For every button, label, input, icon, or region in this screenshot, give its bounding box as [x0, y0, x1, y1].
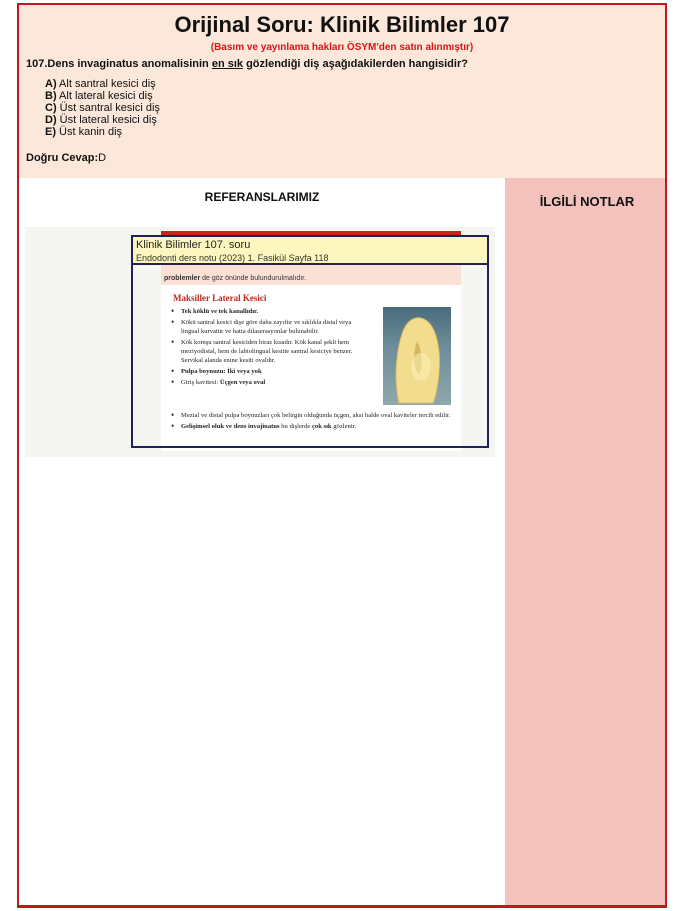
copyright-note: (Basım ve yayınlama hakları ÖSYM'den satın alınmıştır): [210, 42, 474, 53]
question-page: [17, 3, 667, 908]
excerpt-bullet: [169, 378, 369, 387]
excerpt-bullet: [169, 338, 369, 365]
reference-label: [131, 235, 489, 265]
page-title: Orijinal Soru: Klinik Bilimler 107: [174, 12, 510, 37]
option-text: Alt lateral kesici diş: [56, 90, 153, 102]
bullet-bold: Üçgen veya oval: [219, 379, 266, 386]
reference-label-title: Klinik Bilimler 107. soru: [136, 239, 251, 251]
excerpt-bullet: [169, 422, 457, 431]
question-suffix: gözlendiği diş aşağıdakilerden hangisidir?: [243, 58, 468, 70]
question-prefix: 107.Dens invaginatus anomalisinin: [26, 58, 212, 70]
option-d: [45, 114, 160, 126]
excerpt-bullets: [169, 307, 369, 389]
excerpt-bullets-wide: [169, 411, 457, 433]
answer-label: Doğru Cevap:: [26, 152, 99, 164]
excerpt-top-text: [164, 275, 306, 282]
excerpt-bullet: [169, 307, 369, 316]
option-a: [45, 78, 160, 90]
bullet-bold: Gelişimsel oluk ve dens invajinatus: [181, 423, 280, 430]
bullet-text: Kökü santral kesici dişe göre daha zayıftır ve sıklıkla distal veya lingual kurvatür ve hatta dilaserasyonlar bulunabilir.: [181, 319, 352, 335]
excerpt-top-rest: de göz önünde bulundurulmalıdır.: [200, 275, 307, 282]
excerpt-top-bold: problemler: [164, 275, 201, 282]
bullet-bold: Tek köklü ve tek kanallıdır.: [181, 308, 259, 315]
tooth-illustration: [383, 307, 451, 405]
option-letter: D): [45, 114, 57, 126]
option-letter: B): [45, 90, 57, 102]
option-text: Alt santral kesici diş: [56, 78, 156, 90]
option-text: Üst santral kesici diş: [56, 102, 160, 114]
bullet-text: Mezial ve distal pulpa boynuzları çok belirgin olduğunda üçgen, aksi halde oval kaviteler tercih edilir.: [181, 412, 451, 419]
bullet-text: gözlenir.: [331, 423, 357, 430]
bullet-bold: çok sık: [311, 423, 332, 430]
excerpt-heading: Maksiller Lateral Kesici: [173, 293, 267, 303]
tooth-photo: [383, 307, 451, 405]
bullet-text: Kök komşu santral kesiciden biraz kısadır. Kök kanal şekli hem meziyodistal, hem de labiolingual kesitte santral kesiciye benzer. Servikal alanda enine kesiti ovaldir.: [181, 339, 353, 364]
excerpt-bullet: [169, 367, 369, 376]
question-emphasis: en sık: [211, 58, 244, 70]
bullet-bold: Pulpa boynuzu: İki veya yok: [181, 368, 262, 375]
notes-column: [505, 178, 667, 905]
excerpt-bullet: [169, 318, 369, 336]
option-text: Üst kanin diş: [56, 126, 123, 138]
option-b: [45, 90, 160, 102]
option-text: Üst lateral kesici diş: [56, 114, 157, 126]
answer-options: [45, 78, 160, 138]
question-text: [26, 58, 468, 70]
answer-value: D: [98, 152, 107, 164]
option-letter: A): [45, 78, 57, 90]
bullet-text: bu dişlerde: [279, 423, 312, 430]
notes-title: İLGİLİ NOTLAR: [539, 194, 635, 209]
correct-answer: [26, 152, 106, 164]
reference-label-source: Endodonti ders notu (2023) 1. Fasikül Sayfa 118: [136, 253, 329, 263]
question-header: [19, 5, 665, 178]
bullet-text: Giriş kavitesi:: [181, 379, 220, 386]
excerpt-bullet: [169, 411, 457, 420]
option-c: [45, 102, 160, 114]
option-letter: E): [45, 126, 56, 138]
option-letter: C): [45, 102, 57, 114]
references-title: REFERANSLARIMIZ: [204, 190, 320, 204]
option-e: [45, 126, 160, 138]
